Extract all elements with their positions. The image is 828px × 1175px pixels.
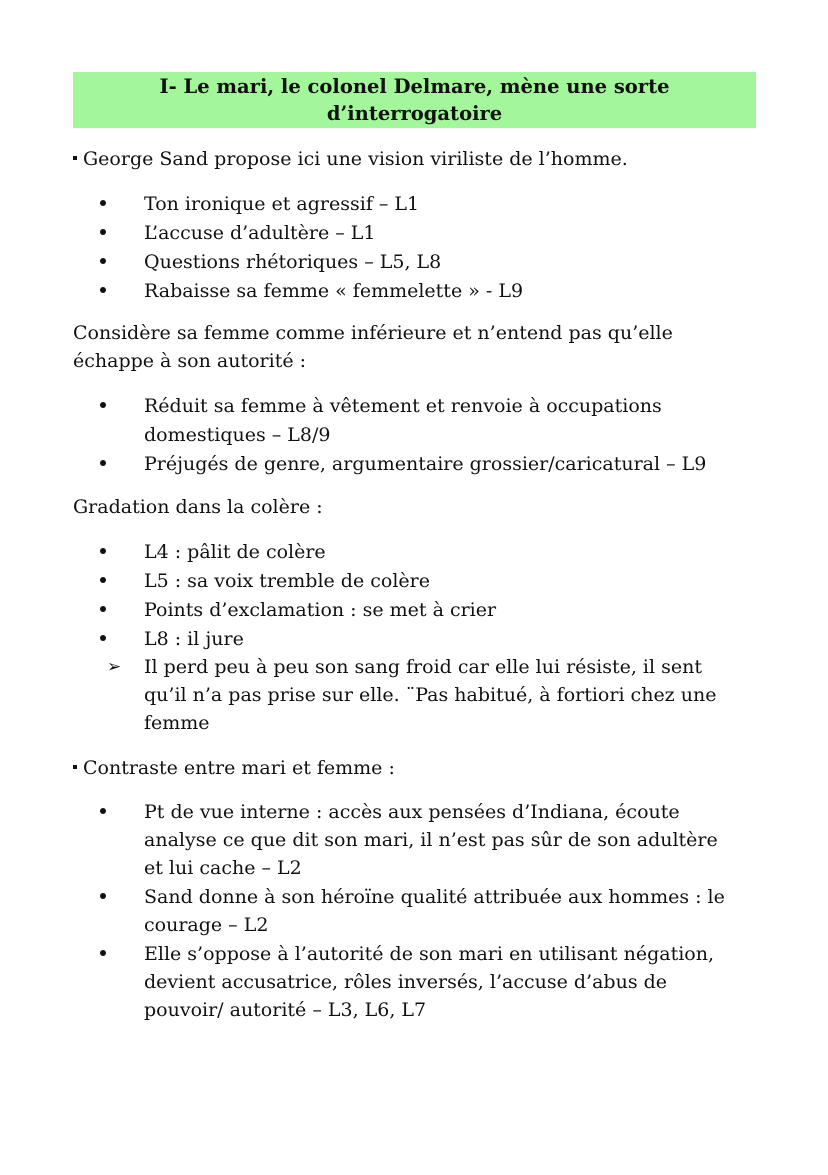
list-item-text: Préjugés de genre, argumentaire grossier/caricatural – L9 [144,453,707,475]
arrow-item-text: Il perd peu à peu son sang froid car elle lui résiste, il sent [144,656,702,678]
list-item-text: L5 : sa voix tremble de colère [144,570,430,592]
disc-bullet-icon [100,258,106,264]
disc-bullet-icon [100,229,106,235]
paragraph-text: George Sand propose ici une vision viriliste de l’homme. [83,148,628,170]
list-item-text: L4 : pâlit de colère [144,541,326,563]
list-item-text: pouvoir/ autorité – L3, L6, L7 [144,999,427,1021]
square-bullet-icon [73,765,77,769]
square-bullet-icon [73,156,77,160]
list-item-text: domestiques – L8/9 [144,424,331,446]
paragraph-line: Considère sa femme comme inférieure et n’entend pas qu’elle [73,322,673,344]
disc-bullet-icon [100,950,106,956]
paragraph-intro-1 [73,146,628,173]
paragraph-text: Contraste entre mari et femme : [83,757,395,779]
arrow-bullet-icon: ➢ [107,657,122,677]
paragraph-line: Gradation dans la colère : [73,496,323,518]
list-item-text: Ton ironique et agressif – L1 [144,193,420,215]
disc-bullet-icon [100,577,106,583]
disc-bullet-icon [100,402,106,408]
list-item-text: L8 : il jure [144,628,244,650]
list-item-text: Pt de vue interne : accès aux pensées d’Indiana, écoute [144,801,680,823]
list-item-text: courage – L2 [144,914,269,936]
disc-bullet-icon [100,606,106,612]
list-item-text: Elle s’oppose à l’autorité de son mari en utilisant négation, [144,943,714,965]
arrow-item-text: femme [144,712,210,734]
list-item-text: Réduit sa femme à vêtement et renvoie à occupations [144,395,662,417]
disc-bullet-icon [100,893,106,899]
disc-bullet-icon [100,460,106,466]
paragraph-intro-4 [73,755,395,782]
list-item-text: devient accusatrice, rôles inversés, l’accuse d’abus de [144,971,668,993]
section-title-line1: I- Le mari, le colonel Delmare, mène une sorte [159,75,670,98]
list-item-text: L’accuse d’adultère – L1 [144,222,376,244]
list-item-text: Sand donne à son héroïne qualité attribuée aux hommes : le [144,886,725,908]
paragraph-line: échappe à son autorité : [73,350,307,372]
disc-bullet-icon [100,548,106,554]
disc-bullet-icon [100,635,106,641]
section-title [73,72,756,128]
list-item-text: Points d’exclamation : se met à crier [144,599,497,621]
list-item-text: Questions rhétoriques – L5, L8 [144,251,442,273]
arrow-item-text: qu’il n’a pas prise sur elle. ¨Pas habitué, à fortiori chez une [144,684,717,706]
section-title-line2: d’interrogatoire [326,102,503,125]
disc-bullet-icon [100,808,106,814]
disc-bullet-icon [100,287,106,293]
list-item-text: Rabaisse sa femme « femmelette » - L9 [144,280,524,302]
disc-bullet-icon [100,200,106,206]
list-item-text: analyse ce que dit son mari, il n’est pas sûr de son adultère [144,829,718,851]
list-item-text: et lui cache – L2 [144,857,302,879]
